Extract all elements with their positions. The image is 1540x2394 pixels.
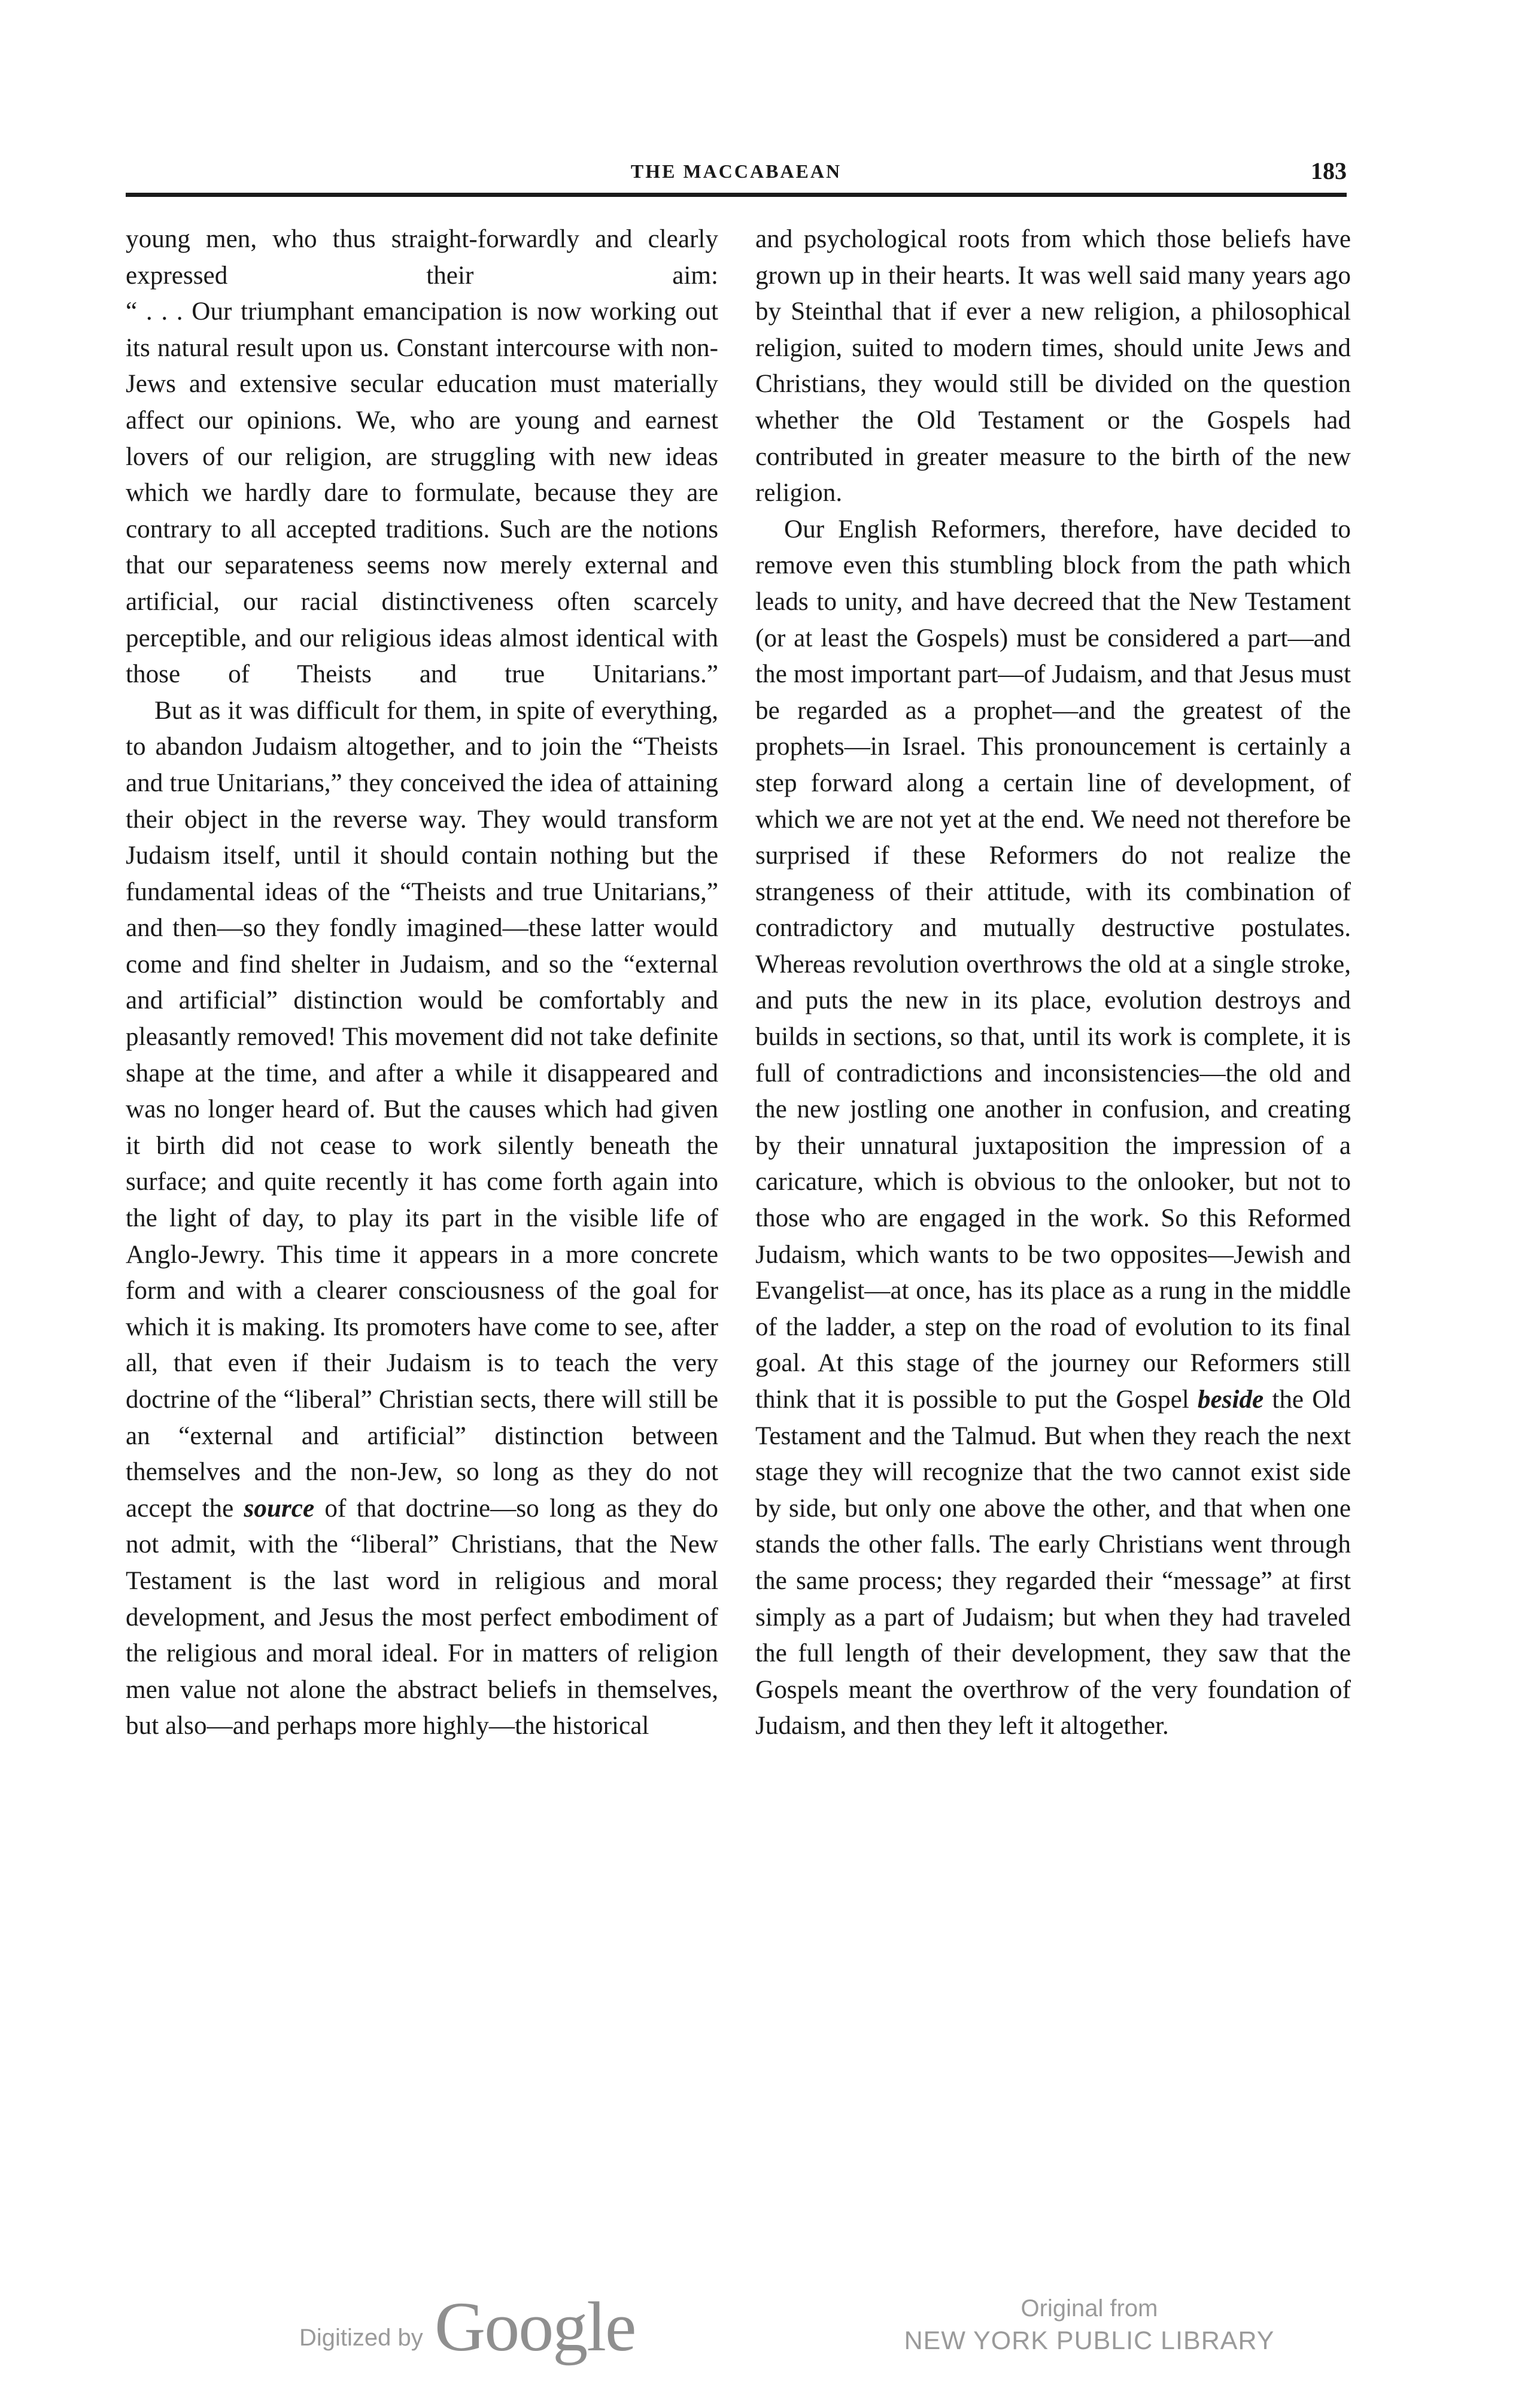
- paragraph-text: the Old Testament and the Talmud. But when they reach the next stage they will recognize that the two cannot exist side by side, but only one above the other, and that when one stands the other falls. The early Christians went through the same process; they regarded their “message” at first simply as a part of Judaism; but when they had traveled the full length of their development, they saw that the Gospels meant the overthrow of the very foundation of Judaism, and then they left it altogether.: [755, 1386, 1351, 1740]
- paragraph-text: But as it was difficult for them, in spite of everything, to abandon Judaism altogether, and to join the “Theists and true Unitarians,” they conceived the idea of attaining their object in the reverse way. They would transform Judaism itself, until it should contain nothing but the fundamental ideas of the “Theists and true Unitarians,” and then—so they fondly imagined—these latter would come and find shelter in Judaism, and so the “external and artificial” distinction would be comfortably and pleasantly removed! This movement did not take definite shape at the time, and after a while it disappeared and was no longer heard of. But the causes which had given it birth did not cease to work silently beneath the surface; and quite recently it has come forth again into the light of day, to play its part in the visible life of Anglo-Jewry. This time it appears in a more concrete form and with a clearer consciousness of the goal for which it is making. Its promoters have come to see, after all, that even if their Judaism is to teach the very doctrine of the “liberal” Christian sects, there will still be an “external and artificial” distinction between themselves and the non-Jew, so long as they do not accept the: [126, 696, 718, 1523]
- page-number: 183: [1311, 157, 1347, 184]
- digitized-watermark: [299, 2286, 718, 2370]
- paragraph: [126, 693, 718, 1745]
- italic-word: beside: [1197, 1386, 1264, 1414]
- original-from-label: Original from: [1020, 2295, 1158, 2322]
- right-column: [755, 221, 1351, 1745]
- paragraph-text: of that doctrine—so long as they do not admit, with the “liberal” Christians, that the New Testament is the last word in religious and moral development, and Jesus the most perfect embodiment of the religious and moral ideal. For in matters of religion men value not alone the abstract beliefs in themselves, but also—and perhaps more highly—the historical: [126, 1494, 719, 1740]
- paragraph: and psychological roots from which those beliefs have grown up in their hearts. It was well said many years ago by Steinthal that if ever a new religion, a philosophical religion, suited to modern times, should unite Jews and Christians, they would still be divided on the question whether the Old Testament or the Gospels had contributed in greater measure to the birth of the new religion.: [755, 225, 1351, 508]
- source-attribution: [874, 2292, 1305, 2357]
- paragraph: young men, who thus straight-forwardly and clearly expressed their aim:: [126, 225, 718, 290]
- italic-word: source: [244, 1494, 315, 1523]
- paragraph: [755, 512, 1351, 1745]
- running-title: THE MACCABAEAN: [630, 160, 842, 182]
- library-name: NEW YORK PUBLIC LIBRARY: [904, 2326, 1275, 2355]
- paragraph-text: Our English Reformers, therefore, have decided to remove even this stumbling block from the path which leads to unity, and have decreed that the New Testament (or at least the Gospels) must be considered a part—and the most important part—of Judaism, and that Jesus must be regarded as a prophet—and the greatest of the prophets—in Israel. This pronouncement is certainly a step forward along a certain line of development, of which we are not yet at the end. We need not therefore be surprised if these Reformers do not realize the strangeness of their attitude, with its combination of contradictory and mutually destructive postulates. Whereas revolution overthrows the old at a single stroke, and puts the new in its place, evolution destroys and builds in sections, so that, until its work is complete, it is full of contradictions and inconsistencies—the old and the new jostling one another in confusion, and creating by their unnatural juxtaposition the impression of a caricature, which is obvious to the onlooker, but not to those who are engaged in the work. So this Reformed Judaism, which wants to be two opposites—Jewish and Evangelist—at once, has its place as a rung in the middle of the ladder, a step on the road of evolution to its final goal. At this stage of the journey our Reformers still think that it is possible to put the Gospel: [755, 515, 1351, 1414]
- left-column: [126, 221, 718, 1745]
- header-rule: [126, 193, 1347, 197]
- google-logo: Google: [435, 2287, 636, 2366]
- quotation-paragraph: “ . . . Our triumphant emancipation is now working out its natural result upon us. Constant intercourse with non-Jews and extensive secular education must materially affect our opinions. We, who are young and earnest lovers of our religion, are struggling with new ideas which we hardly dare to formulate, because they are contrary to all accepted traditions. Such are the notions that our separateness seems now merely external and artificial, our racial distinctiveness often scarcely perceptible, and our religious ideas almost identical with those of Theists and true Unitarians.”: [126, 297, 718, 689]
- digitized-by-label: Digitized by: [299, 2325, 423, 2351]
- page-header: [126, 157, 1347, 193]
